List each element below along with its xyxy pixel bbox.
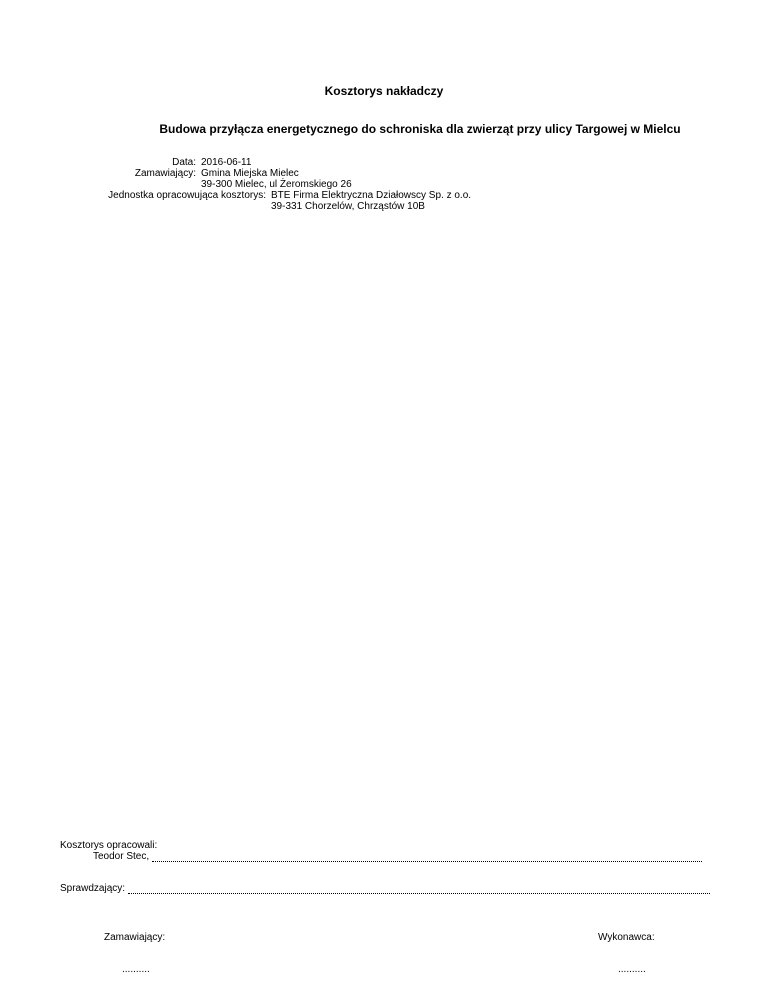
prepared-dotted-line <box>152 852 702 862</box>
prepared-line <box>93 851 710 862</box>
prepared-label: Kosztorys opracowali: <box>60 840 158 851</box>
checked-dotted-line <box>128 884 710 894</box>
date-label: Data: <box>172 157 196 168</box>
client-sign-label: Zamawiający: <box>104 932 166 943</box>
contractor-sign-dots: .......... <box>618 964 646 975</box>
unit-label: Jednostka opracowująca kosztorys: <box>108 190 266 201</box>
client-address: 39-300 Mielec, ul Żeromskiego 26 <box>201 179 352 190</box>
unit-name: BTE Firma Elektryczna Działowscy Sp. z o.o. <box>271 190 472 201</box>
prepared-name: Teodor Stec, <box>93 851 150 862</box>
client-label: Zamawiający: <box>134 168 196 179</box>
document-title: Kosztorys nakładczy <box>324 84 444 98</box>
client-name: Gmina Miejska Mielec <box>201 168 299 179</box>
document-subtitle: Budowa przyłącza energetycznego do schroniska dla zwierząt przy ulicy Targowej w Mielcu <box>159 122 681 136</box>
contractor-sign-label: Wykonawca: <box>598 932 655 943</box>
client-sign-dots: .......... <box>122 964 150 975</box>
checked-label: Sprawdzający: <box>60 883 126 894</box>
date-value: 2016-06-11 <box>201 157 252 168</box>
unit-address: 39-331 Chorzelów, Chrząstów 10B <box>271 201 425 212</box>
checked-line <box>60 883 710 894</box>
